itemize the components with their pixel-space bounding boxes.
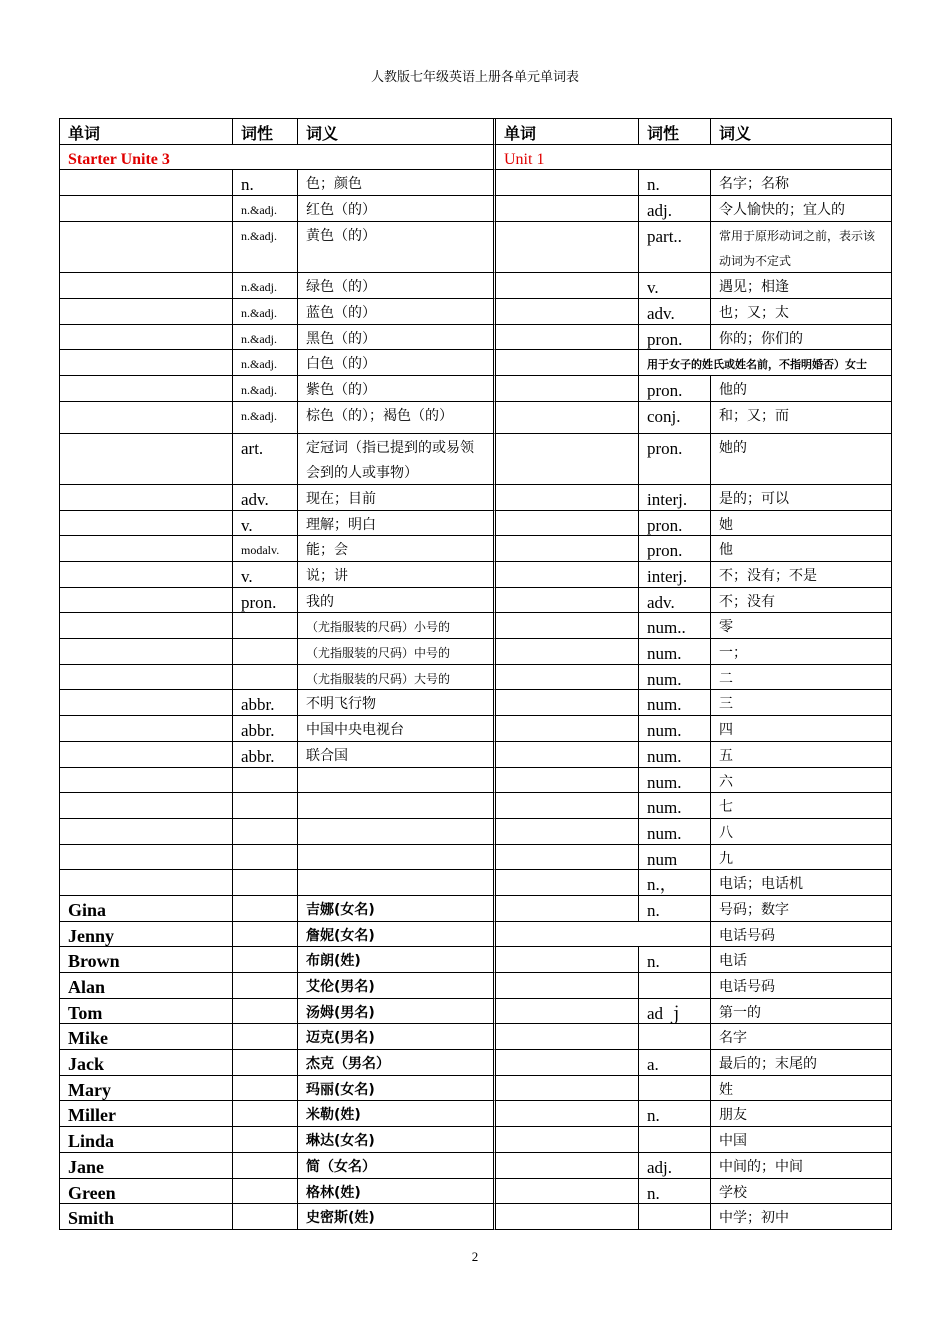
meaning-left: 现在；目前 xyxy=(298,485,496,511)
pos-right: n. xyxy=(639,1179,711,1205)
pos-right: num. xyxy=(639,665,711,691)
pos-left: n.&adj. xyxy=(233,273,298,299)
word-right xyxy=(496,768,639,794)
pos-right: pron. xyxy=(639,376,711,402)
word-left xyxy=(60,845,233,871)
pos-left: n.&adj. xyxy=(233,222,298,273)
meaning-left: 绿色（的） xyxy=(298,273,496,299)
vocabulary-table xyxy=(59,118,892,1230)
pos-left xyxy=(233,845,298,871)
meaning-right: 四 xyxy=(711,716,892,742)
word-left: Green xyxy=(60,1179,233,1205)
word-left xyxy=(60,613,233,639)
word-right xyxy=(496,511,639,537)
table-row xyxy=(60,973,892,999)
word-left xyxy=(60,716,233,742)
pos-left: art. xyxy=(233,434,298,485)
pos-left: adv. xyxy=(233,485,298,511)
table-row xyxy=(60,196,892,222)
word-right xyxy=(496,1024,639,1050)
pos-left xyxy=(233,665,298,691)
word-left: Jack xyxy=(60,1050,233,1076)
meaning-left: 黄色（的） xyxy=(298,222,496,273)
pos-right: pron. xyxy=(639,511,711,537)
word-right xyxy=(496,947,639,973)
meaning-right: 中间的；中间 xyxy=(711,1153,892,1179)
table-row xyxy=(60,947,892,973)
word-right xyxy=(496,716,639,742)
meaning-left: 蓝色（的） xyxy=(298,299,496,325)
meaning-left xyxy=(298,845,496,871)
pos-right: a. xyxy=(639,1050,711,1076)
meaning-left: 能；会 xyxy=(298,536,496,562)
pos-left: n.&adj. xyxy=(233,376,298,402)
meaning-left: 理解；明白 xyxy=(298,511,496,537)
table-row xyxy=(60,613,892,639)
pos-right: num. xyxy=(639,690,711,716)
word-right xyxy=(496,999,639,1025)
meaning-right: 电话；电话机 xyxy=(711,870,892,896)
meaning-left xyxy=(298,768,496,794)
meaning-left: 我的 xyxy=(298,588,496,614)
meaning-left: 布朗(姓) xyxy=(298,947,496,973)
pos-left: pron. xyxy=(233,588,298,614)
meaning-right: 她的 xyxy=(711,434,892,485)
pos-right: n.， xyxy=(639,870,711,896)
word-right xyxy=(496,1153,639,1179)
meaning-right: 零 xyxy=(711,613,892,639)
meaning-left: 詹妮(女名) xyxy=(298,922,496,948)
word-right xyxy=(496,170,639,196)
meaning-right: 和；又；而 xyxy=(711,402,892,434)
pos-left xyxy=(233,973,298,999)
meaning-right: 七 xyxy=(711,793,892,819)
table-row xyxy=(60,511,892,537)
word-right xyxy=(496,639,639,665)
word-right xyxy=(496,350,639,376)
meaning-right: 不；没有 xyxy=(711,588,892,614)
table-row xyxy=(60,222,892,273)
word-left: Miller xyxy=(60,1101,233,1127)
pos-left xyxy=(233,870,298,896)
word-left xyxy=(60,350,233,376)
table-row xyxy=(60,639,892,665)
table-row xyxy=(60,1127,892,1153)
pos-right: num. xyxy=(639,639,711,665)
meaning-right: 也；又；太 xyxy=(711,299,892,325)
meaning-left: 棕色（的）；褐色（的） xyxy=(298,402,496,434)
meaning-right: 六 xyxy=(711,768,892,794)
pos-left: n.&adj. xyxy=(233,350,298,376)
table-row xyxy=(60,742,892,768)
word-left: Mike xyxy=(60,1024,233,1050)
pos-right: num. xyxy=(639,819,711,845)
word-left xyxy=(60,768,233,794)
pos-left xyxy=(233,1050,298,1076)
meaning-left: 琳达(女名) xyxy=(298,1127,496,1153)
meaning-left: 紫色（的） xyxy=(298,376,496,402)
meaning-left: 红色（的） xyxy=(298,196,496,222)
meaning-left: 定冠词（指已提到的或易领会到的人或事物） xyxy=(298,434,496,485)
meaning-right: 是的；可以 xyxy=(711,485,892,511)
table-row xyxy=(60,376,892,402)
pos-right: n. xyxy=(639,947,711,973)
meaning-left: 说；讲 xyxy=(298,562,496,588)
pos-right: num. xyxy=(639,768,711,794)
unit-title-row xyxy=(60,145,892,171)
pos-left xyxy=(233,1024,298,1050)
page-number: 2 xyxy=(471,1249,479,1264)
table-row xyxy=(60,273,892,299)
table-row xyxy=(60,819,892,845)
meaning-right: 学校 xyxy=(711,1179,892,1205)
meaning-right: 令人愉快的；宜人的 xyxy=(711,196,892,222)
meaning-right: 第一的 xyxy=(711,999,892,1025)
word-left xyxy=(60,434,233,485)
meaning-right: 一； xyxy=(711,639,892,665)
word-right xyxy=(496,376,639,402)
pos-right xyxy=(639,1204,711,1230)
word-left xyxy=(60,273,233,299)
meaning-right: 不；没有；不是 xyxy=(711,562,892,588)
pos-right: num xyxy=(639,845,711,871)
meaning-right: 中学；初中 xyxy=(711,1204,892,1230)
pos-left: v. xyxy=(233,562,298,588)
table-row xyxy=(60,299,892,325)
word-left xyxy=(60,588,233,614)
table-row xyxy=(60,768,892,794)
word-left: Tom xyxy=(60,999,233,1025)
meaning-left: 杰克（男名） xyxy=(298,1050,496,1076)
word-right xyxy=(496,973,639,999)
word-left xyxy=(60,485,233,511)
pos-left xyxy=(233,947,298,973)
pos-right: ad ｊ xyxy=(639,999,711,1025)
pos-left xyxy=(233,1101,298,1127)
word-right xyxy=(496,665,639,691)
pos-left xyxy=(233,639,298,665)
word-left: Smith xyxy=(60,1204,233,1230)
table-row xyxy=(60,896,892,922)
unit-title-right: Unit 1 xyxy=(496,145,892,171)
table-row xyxy=(60,1153,892,1179)
word-right xyxy=(496,690,639,716)
table-row xyxy=(60,325,892,351)
meaning-left: 艾伦(男名) xyxy=(298,973,496,999)
table-body xyxy=(60,170,892,1230)
pos-right xyxy=(639,973,711,999)
pos-left: n. xyxy=(233,170,298,196)
meaning-right: 五 xyxy=(711,742,892,768)
table-row xyxy=(60,870,892,896)
table-row xyxy=(60,1101,892,1127)
word-left xyxy=(60,690,233,716)
word-right xyxy=(496,896,639,922)
meaning-left: （尤指服装的尺码）中号的 xyxy=(298,639,496,665)
word-right xyxy=(496,819,639,845)
pos-left: n.&adj. xyxy=(233,299,298,325)
word-right xyxy=(496,1179,639,1205)
table-row xyxy=(60,350,892,376)
meaning-right: 八 xyxy=(711,819,892,845)
pos-right: interj. xyxy=(639,562,711,588)
table-row xyxy=(60,1024,892,1050)
word-right xyxy=(496,325,639,351)
word-right xyxy=(496,1101,639,1127)
word-left: Gina xyxy=(60,896,233,922)
meaning-right: 常用于原形动词之前，表示该动词为不定式 xyxy=(711,222,892,273)
word-left: Alan xyxy=(60,973,233,999)
meaning-left: 色；颜色 xyxy=(298,170,496,196)
meaning-left xyxy=(298,819,496,845)
word-right xyxy=(496,588,639,614)
table-row xyxy=(60,170,892,196)
meaning-right: 三 xyxy=(711,690,892,716)
pos-right: num. xyxy=(639,742,711,768)
meaning-left: 不明飞行物 xyxy=(298,690,496,716)
word-left xyxy=(60,870,233,896)
word-left: Linda xyxy=(60,1127,233,1153)
meaning-right: 名字；名称 xyxy=(711,170,892,196)
word-left xyxy=(60,376,233,402)
meaning-left: 吉娜(女名) xyxy=(298,896,496,922)
table-row xyxy=(60,1179,892,1205)
word-right xyxy=(496,1076,639,1102)
meaning-left: （尤指服装的尺码）大号的 xyxy=(298,665,496,691)
pos-right: adv. xyxy=(639,588,711,614)
meaning-right: 他的 xyxy=(711,376,892,402)
pos-left xyxy=(233,1076,298,1102)
table-row xyxy=(60,999,892,1025)
word-left xyxy=(60,536,233,562)
pos-left: n.&adj. xyxy=(233,402,298,434)
meaning-left: 黑色（的） xyxy=(298,325,496,351)
word-right xyxy=(496,485,639,511)
word-left: Jane xyxy=(60,1153,233,1179)
pos-right: n. xyxy=(639,1101,711,1127)
meaning-left xyxy=(298,793,496,819)
pos-left xyxy=(233,1127,298,1153)
meaning-right: 姓 xyxy=(711,1076,892,1102)
word-right xyxy=(496,562,639,588)
word-left xyxy=(60,665,233,691)
meaning-left: 米勒(姓) xyxy=(298,1101,496,1127)
pos-right: pron. xyxy=(639,325,711,351)
table-row xyxy=(60,1076,892,1102)
pos-right: pron. xyxy=(639,434,711,485)
meaning-left: 迈克(男名) xyxy=(298,1024,496,1050)
pos-right: pron. xyxy=(639,536,711,562)
word-left: Brown xyxy=(60,947,233,973)
word-right xyxy=(496,299,639,325)
word-right xyxy=(496,922,711,948)
word-left xyxy=(60,299,233,325)
word-left: Mary xyxy=(60,1076,233,1102)
pos-right xyxy=(639,1127,711,1153)
word-left xyxy=(60,511,233,537)
pos-right: num.. xyxy=(639,613,711,639)
word-left xyxy=(60,402,233,434)
word-left: Jenny xyxy=(60,922,233,948)
header-pos-left: 词性 xyxy=(233,119,298,145)
word-left xyxy=(60,170,233,196)
meaning-left: 玛丽(女名) xyxy=(298,1076,496,1102)
pos-left xyxy=(233,1153,298,1179)
pos-right: num. xyxy=(639,793,711,819)
table-header-row xyxy=(60,119,892,145)
pos-right: num. xyxy=(639,716,711,742)
pos-right: part.. xyxy=(639,222,711,273)
word-left xyxy=(60,742,233,768)
word-right xyxy=(496,613,639,639)
meaning-right: 名字 xyxy=(711,1024,892,1050)
table-row xyxy=(60,1050,892,1076)
table-row xyxy=(60,793,892,819)
word-right xyxy=(496,1127,639,1153)
meaning-left: 汤姆(男名) xyxy=(298,999,496,1025)
meaning-left: 联合国 xyxy=(298,742,496,768)
pos-left: abbr. xyxy=(233,716,298,742)
meaning-left: 史密斯(姓) xyxy=(298,1204,496,1230)
pos-right: conj. xyxy=(639,402,711,434)
word-right xyxy=(496,402,639,434)
meaning-right: 遇见；相逢 xyxy=(711,273,892,299)
pos-left xyxy=(233,922,298,948)
word-right xyxy=(496,742,639,768)
pos-left: n.&adj. xyxy=(233,325,298,351)
word-right xyxy=(496,222,639,273)
meaning-right: 她 xyxy=(711,511,892,537)
pos-left xyxy=(233,999,298,1025)
header-meaning-right: 词义 xyxy=(711,119,892,145)
word-left xyxy=(60,562,233,588)
pos-left: modalv. xyxy=(233,536,298,562)
word-right xyxy=(496,1050,639,1076)
pos-right: adv. xyxy=(639,299,711,325)
pos-left: abbr. xyxy=(233,742,298,768)
word-right xyxy=(496,870,639,896)
word-left xyxy=(60,196,233,222)
pos-right: n. xyxy=(639,896,711,922)
pos-left xyxy=(233,793,298,819)
meaning-right: 电话号码 xyxy=(711,973,892,999)
pos-left xyxy=(233,613,298,639)
header-word-left: 单词 xyxy=(60,119,233,145)
meaning-right: 中国 xyxy=(711,1127,892,1153)
pos-right: adj. xyxy=(639,196,711,222)
table-row xyxy=(60,716,892,742)
meaning-left: 格林(姓) xyxy=(298,1179,496,1205)
table-row xyxy=(60,665,892,691)
table-row xyxy=(60,690,892,716)
word-left xyxy=(60,325,233,351)
word-right xyxy=(496,196,639,222)
pos-left xyxy=(233,768,298,794)
pos-right: adj. xyxy=(639,1153,711,1179)
meaning-right: 电话号码 xyxy=(711,922,892,948)
unit-title-left: Starter Unite 3 xyxy=(60,145,496,171)
meaning-left: （尤指服装的尺码）小号的 xyxy=(298,613,496,639)
meaning-right: 朋友 xyxy=(711,1101,892,1127)
pos-right xyxy=(639,1024,711,1050)
word-right xyxy=(496,434,639,485)
word-left xyxy=(60,793,233,819)
pos-left: v. xyxy=(233,511,298,537)
table-row xyxy=(60,402,892,434)
table-row xyxy=(60,485,892,511)
pos-left xyxy=(233,1204,298,1230)
word-left xyxy=(60,819,233,845)
table-row xyxy=(60,536,892,562)
pos-right: n. xyxy=(639,170,711,196)
meaning-right: 最后的；末尾的 xyxy=(711,1050,892,1076)
header-meaning-left: 词义 xyxy=(298,119,496,145)
header-word-right: 单词 xyxy=(496,119,639,145)
meaning-right: 他 xyxy=(711,536,892,562)
pos-left xyxy=(233,1179,298,1205)
meaning-right: 二 xyxy=(711,665,892,691)
pos-right: v. xyxy=(639,273,711,299)
header-pos-right: 词性 xyxy=(639,119,711,145)
meaning-right: 号码；数字 xyxy=(711,896,892,922)
pos-left xyxy=(233,819,298,845)
word-right xyxy=(496,845,639,871)
pos-left: abbr. xyxy=(233,690,298,716)
table-row xyxy=(60,588,892,614)
table-row xyxy=(60,1204,892,1230)
page-header-title: 人教版七年级英语上册各单元单词表 xyxy=(370,70,579,85)
pos-left: n.&adj. xyxy=(233,196,298,222)
meaning-right: 九 xyxy=(711,845,892,871)
word-right xyxy=(496,793,639,819)
meaning-left: 白色（的） xyxy=(298,350,496,376)
table-row xyxy=(60,845,892,871)
word-right xyxy=(496,536,639,562)
meaning-right: 电话 xyxy=(711,947,892,973)
word-left xyxy=(60,222,233,273)
meaning-left: 中国中央电视台 xyxy=(298,716,496,742)
word-right xyxy=(496,273,639,299)
table-row xyxy=(60,562,892,588)
meaning-left: 简（女名） xyxy=(298,1153,496,1179)
table-row xyxy=(60,434,892,485)
pos-right: interj. xyxy=(639,485,711,511)
meaning-left xyxy=(298,870,496,896)
meaning-right: 用于女子的姓氏或姓名前，不指明婚否）女士 xyxy=(639,350,892,376)
table-row xyxy=(60,922,892,948)
pos-right xyxy=(639,1076,711,1102)
word-right xyxy=(496,1204,639,1230)
word-left xyxy=(60,639,233,665)
pos-left xyxy=(233,896,298,922)
meaning-right: 你的；你们的 xyxy=(711,325,892,351)
